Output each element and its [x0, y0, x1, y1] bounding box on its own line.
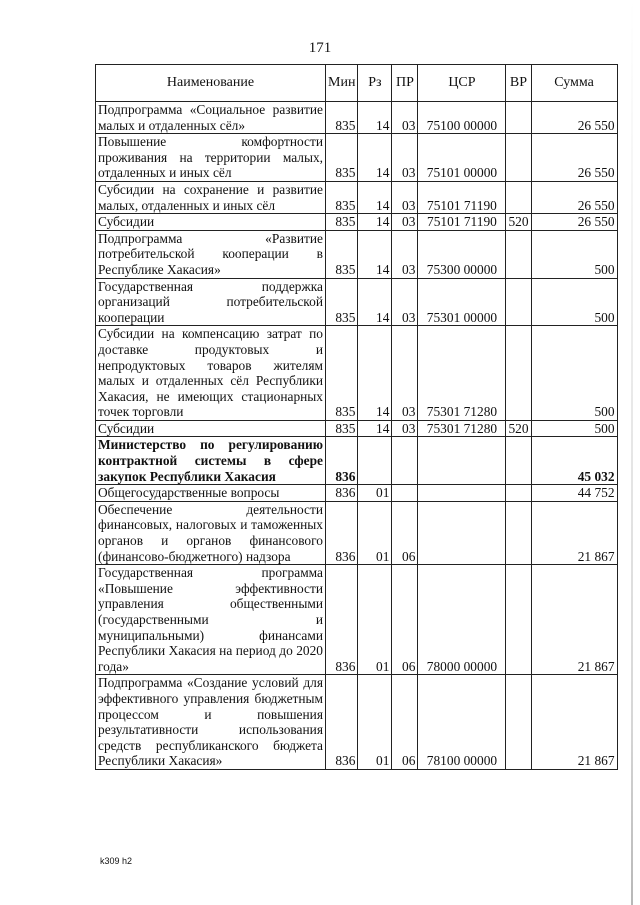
cell-csr: 78100 00000 — [418, 675, 506, 770]
header-pr: ПР — [392, 65, 418, 102]
cell-pr — [392, 437, 418, 485]
cell-rz: 14 — [358, 214, 392, 231]
table-row — [96, 437, 618, 485]
cell-pr: 06 — [392, 501, 418, 564]
header-rz: Рз — [358, 65, 392, 102]
cell-pr: 03 — [392, 102, 418, 134]
cell-rz: 14 — [358, 181, 392, 213]
cell-rz: 14 — [358, 134, 392, 182]
cell-min: 836 — [326, 565, 358, 675]
table-row — [96, 230, 618, 278]
cell-csr — [418, 437, 506, 485]
cell-min: 835 — [326, 230, 358, 278]
cell-csr: 78000 00000 — [418, 565, 506, 675]
cell-name: Министерство по регулированию контрактной системы в сфере закупок Республики Хакасия — [96, 437, 326, 485]
cell-csr: 75301 00000 — [418, 278, 506, 326]
cell-name: Подпрограмма «Социальное развитие малых и отдаленных сёл» — [96, 102, 326, 134]
cell-csr — [418, 485, 506, 502]
cell-pr: 03 — [392, 181, 418, 213]
cell-csr: 75301 71280 — [418, 420, 506, 437]
cell-rz: 14 — [358, 230, 392, 278]
cell-pr: 03 — [392, 214, 418, 231]
cell-sum: 26 550 — [531, 134, 617, 182]
table-row — [96, 420, 618, 437]
cell-sum: 500 — [531, 326, 617, 421]
cell-sum: 26 550 — [531, 181, 617, 213]
table-row — [96, 134, 618, 182]
cell-vr — [506, 437, 531, 485]
cell-sum: 21 867 — [531, 565, 617, 675]
cell-min: 835 — [326, 102, 358, 134]
header-csr: ЦСР — [418, 65, 506, 102]
table-row — [96, 675, 618, 770]
budget-table — [95, 64, 618, 770]
cell-rz: 01 — [358, 675, 392, 770]
cell-vr — [506, 326, 531, 421]
cell-name: Субсидии — [96, 214, 326, 231]
cell-pr: 03 — [392, 230, 418, 278]
cell-sum: 500 — [531, 420, 617, 437]
page-number: 171 — [308, 40, 332, 56]
table-body — [96, 102, 618, 770]
cell-vr — [506, 485, 531, 502]
cell-csr: 75100 00000 — [418, 102, 506, 134]
table-row — [96, 501, 618, 564]
cell-rz: 01 — [358, 501, 392, 564]
cell-sum: 21 867 — [531, 501, 617, 564]
cell-name: Повышение комфортности проживания на территории малых, отдаленных и иных сёл — [96, 134, 326, 182]
table-row — [96, 214, 618, 231]
cell-vr: 520 — [506, 420, 531, 437]
cell-csr: 75101 71190 — [418, 181, 506, 213]
cell-name: Субсидии на сохранение и развитие малых, отдаленных и иных сёл — [96, 181, 326, 213]
cell-min: 835 — [326, 214, 358, 231]
cell-vr — [506, 134, 531, 182]
cell-sum: 44 752 — [531, 485, 617, 502]
cell-pr: 03 — [392, 326, 418, 421]
table-row — [96, 102, 618, 134]
cell-csr: 75300 00000 — [418, 230, 506, 278]
cell-pr: 03 — [392, 278, 418, 326]
cell-vr — [506, 102, 531, 134]
cell-min: 835 — [326, 278, 358, 326]
cell-csr: 75301 71280 — [418, 326, 506, 421]
cell-csr: 75101 00000 — [418, 134, 506, 182]
cell-name: Субсидии на компенсацию затрат по доставке продуктовых и непродуктовых товаров жителям малых и отдаленных сёл Республики Хакасия, не имеющих стационарных точек торговли — [96, 326, 326, 421]
cell-min: 835 — [326, 134, 358, 182]
table-row — [96, 565, 618, 675]
header-name: Наименование — [96, 65, 326, 102]
cell-pr: 03 — [392, 134, 418, 182]
header-sum: Сумма — [531, 65, 617, 102]
header-vr: ВР — [506, 65, 531, 102]
cell-sum: 26 550 — [531, 214, 617, 231]
cell-min: 835 — [326, 420, 358, 437]
cell-min: 836 — [326, 675, 358, 770]
cell-rz: 14 — [358, 326, 392, 421]
table-row — [96, 181, 618, 213]
cell-rz — [358, 437, 392, 485]
cell-rz: 14 — [358, 102, 392, 134]
header-min: Мин — [326, 65, 358, 102]
cell-min: 835 — [326, 326, 358, 421]
cell-rz: 01 — [358, 565, 392, 675]
cell-min: 836 — [326, 437, 358, 485]
table-header-row — [96, 65, 618, 102]
cell-name: Подпрограмма «Развитие потребительской кооперации в Республике Хакасия» — [96, 230, 326, 278]
cell-vr — [506, 181, 531, 213]
cell-rz: 14 — [358, 420, 392, 437]
cell-pr: 06 — [392, 565, 418, 675]
cell-name: Подпрограмма «Создание условий для эффективного управления бюджетным процессом и повышения результативности использования средств республиканского бюджета Республики Хакасия» — [96, 675, 326, 770]
cell-vr — [506, 565, 531, 675]
cell-pr: 03 — [392, 420, 418, 437]
cell-name: Государственная программа «Повышение эффективности управления общественными (государственными и муниципальными) финансами Республики Хакасия на период до 2020 года» — [96, 565, 326, 675]
cell-vr — [506, 501, 531, 564]
cell-sum: 26 550 — [531, 102, 617, 134]
cell-vr — [506, 230, 531, 278]
cell-min: 836 — [326, 485, 358, 502]
cell-vr — [506, 675, 531, 770]
table-row — [96, 278, 618, 326]
cell-rz: 14 — [358, 278, 392, 326]
cell-min: 836 — [326, 501, 358, 564]
cell-min: 835 — [326, 181, 358, 213]
footer-code: k309 h2 — [100, 856, 133, 866]
cell-sum: 500 — [531, 278, 617, 326]
cell-csr: 75101 71190 — [418, 214, 506, 231]
cell-vr — [506, 278, 531, 326]
cell-name: Субсидии — [96, 420, 326, 437]
cell-pr: 06 — [392, 675, 418, 770]
cell-name: Общегосударственные вопросы — [96, 485, 326, 502]
cell-name: Государственная поддержка организаций потребительской кооперации — [96, 278, 326, 326]
cell-rz: 01 — [358, 485, 392, 502]
table-row — [96, 326, 618, 421]
cell-sum: 45 032 — [531, 437, 617, 485]
cell-name: Обеспечение деятельности финансовых, налоговых и таможенных органов и органов финансового (финансово-бюджетного) надзора — [96, 501, 326, 564]
cell-sum: 21 867 — [531, 675, 617, 770]
cell-pr — [392, 485, 418, 502]
cell-csr — [418, 501, 506, 564]
cell-vr: 520 — [506, 214, 531, 231]
scan-edge — [631, 0, 633, 905]
table-row — [96, 485, 618, 502]
cell-sum: 500 — [531, 230, 617, 278]
